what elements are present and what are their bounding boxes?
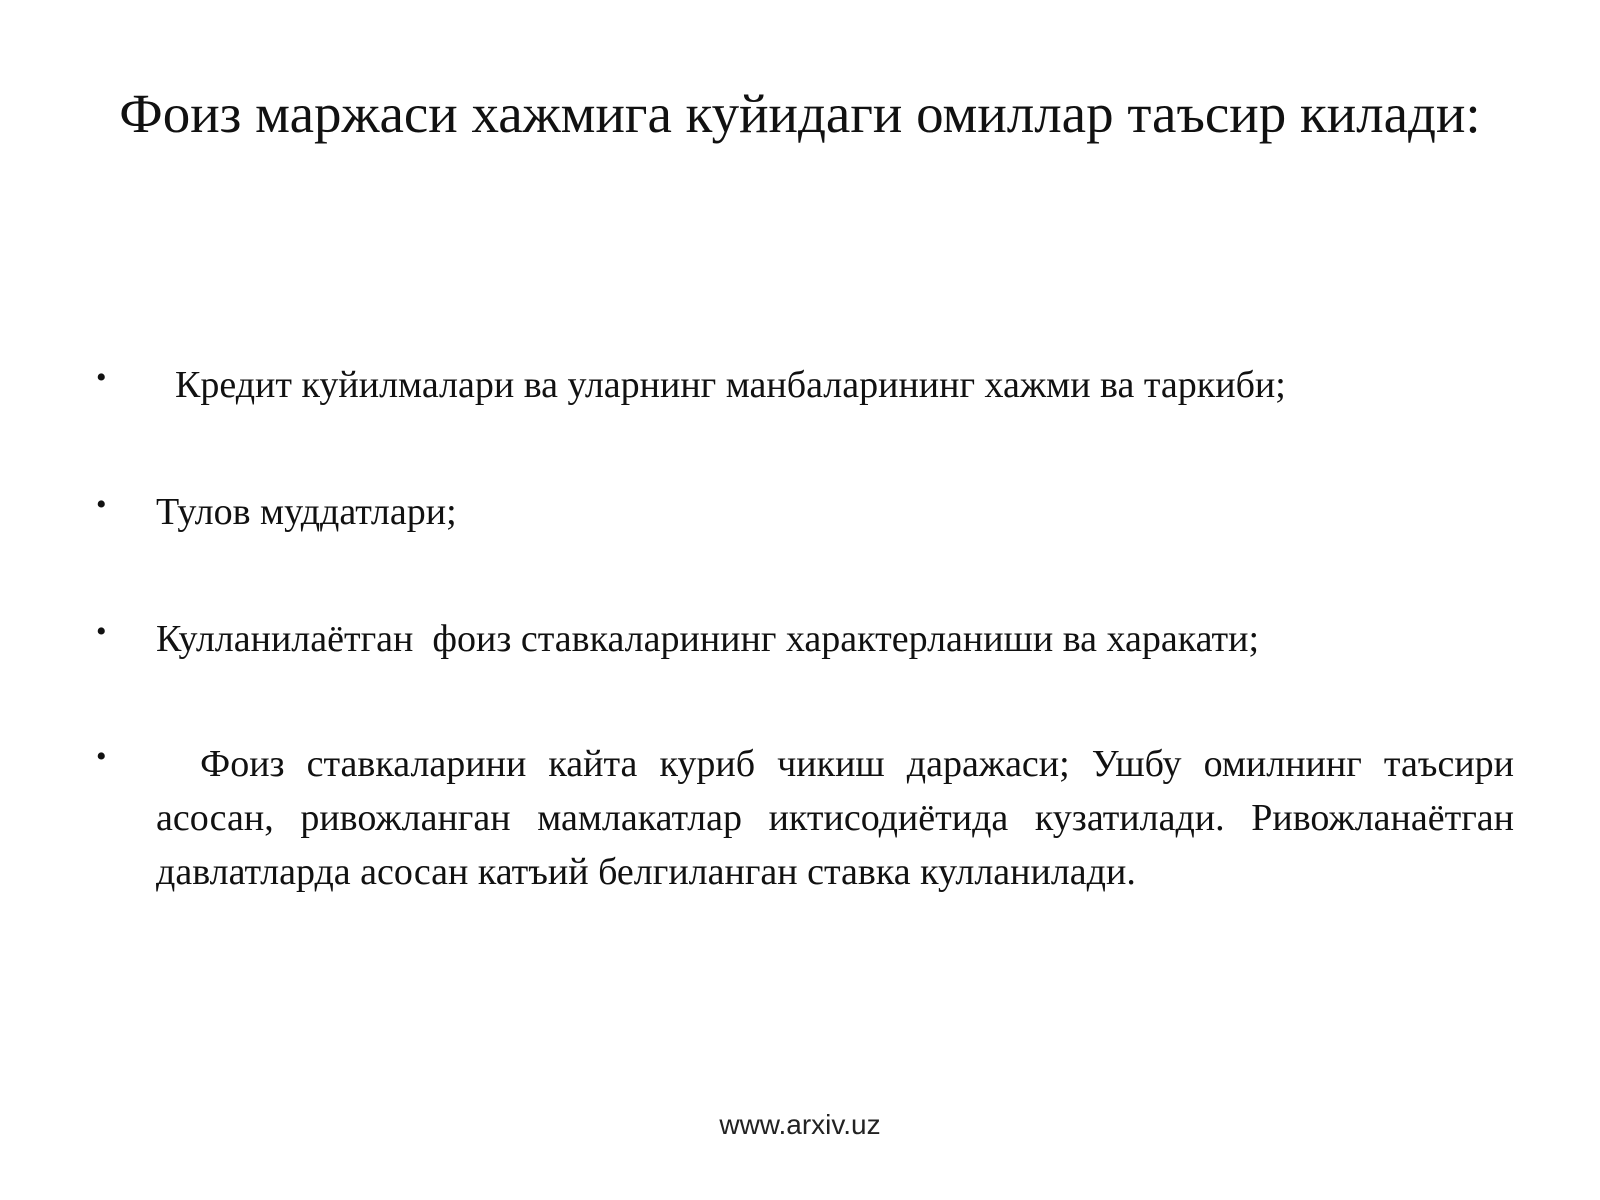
list-item-text: Кулланилаётган фоиз ставкаларининг характерланиши ва харакати; bbox=[156, 618, 1260, 660]
bullet-icon: • bbox=[96, 361, 107, 394]
bullet-icon: • bbox=[96, 740, 107, 773]
list-item-text: Фоиз ставкаларини кайта куриб чикиш даражаси; Ушбу омилнинг таъсири асосан, ривожланган мамлакатлар иктисодиётида кузатилади. Ривожланаётган давлатларда асосан катъий белгиланган ставка кулланилади. bbox=[156, 743, 1524, 893]
bullet-icon: • bbox=[96, 615, 107, 648]
list-item-text: Кредит куйилмалари ва уларнинг манбаларининг хажми ва таркиби; bbox=[156, 364, 1286, 406]
bullet-icon: • bbox=[96, 488, 107, 521]
footer-url: www.arxiv.uz bbox=[719, 1109, 881, 1140]
list-item-text: Тулов муддатлари; bbox=[156, 491, 457, 533]
slide-title: Фоиз маржаси хажмига куйидаги омиллар таъсир килади: bbox=[119, 83, 1481, 144]
